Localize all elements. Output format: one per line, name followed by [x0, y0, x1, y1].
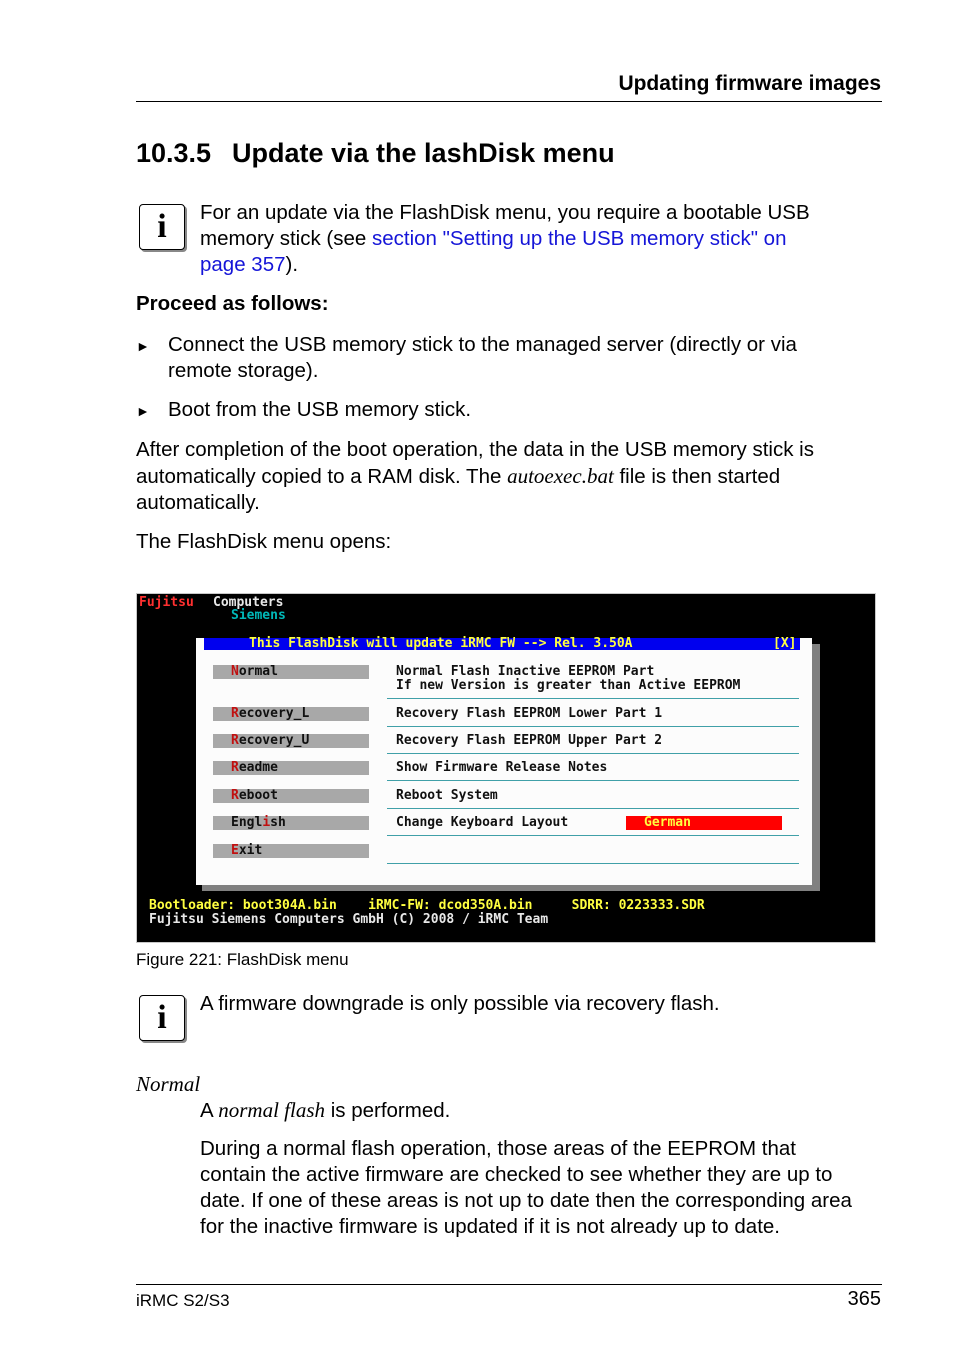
section-heading: Update via the lashDisk menu	[232, 138, 615, 168]
menu-label-readme: Readme	[231, 760, 278, 775]
figure-caption: Figure 221: FlashDisk menu	[136, 950, 349, 969]
info-note-line: page 357).	[200, 253, 299, 276]
filename: autoexec.bat	[507, 464, 614, 488]
menu-desc-recovery-u: Recovery Flash EEPROM Upper Part 2	[396, 733, 663, 748]
info-note-line: memory stick (see section "Setting up the USB memory stick" on	[200, 227, 787, 250]
info-note-2: A firmware downgrade is only possible via recovery flash.	[200, 992, 720, 1015]
keyboard-layout-value: German	[644, 815, 691, 830]
menu-label-english: English	[231, 815, 286, 830]
section-number: 10.3.5	[136, 138, 212, 168]
panel-title: This FlashDisk will update iRMC FW --> Rel. 3.50A	[249, 636, 633, 651]
menu-label-recovery-u: Recovery_U	[231, 733, 310, 748]
copyright-line: Fujitsu Siemens Computers GmbH (C) 2008 / iRMC Team	[149, 912, 549, 927]
footer-rule	[136, 1284, 882, 1285]
brand-siemens: Siemens	[231, 608, 286, 623]
menu-separator	[387, 753, 799, 754]
menu-separator	[387, 698, 799, 699]
step-2: Boot from the USB memory stick.	[168, 398, 472, 421]
definition-paragraph: During a normal flash operation, those areas of the EEPROM that contain the active firmware are checked to see whether they are up to date. If one of these areas is not up to date then the corresponding area for the inactive firmware is updated if it is not already up to date.	[200, 1137, 852, 1238]
proceed-heading: Proceed as follows:	[136, 292, 329, 315]
menu-separator	[387, 808, 799, 809]
brand-fujitsu: Fujitsu	[139, 595, 194, 610]
step-marker: ►	[136, 403, 150, 419]
flashdisk-screen	[137, 594, 875, 942]
header-rule	[136, 101, 882, 102]
info-icon: i	[139, 204, 185, 250]
menu-desc-english: Change Keyboard Layout	[396, 815, 569, 830]
close-icon[interactable]: [X]	[773, 636, 797, 651]
menu-label-recovery-l: Recovery_L	[231, 706, 310, 721]
menu-label-exit: Exit	[231, 843, 263, 858]
paragraph-menu-opens: The FlashDisk menu opens:	[136, 530, 392, 553]
paragraph-boot: After completion of the boot operation, the data in the USB memory stick is automatically copied to a RAM disk. The autoexec.bat file is then started automatically.	[136, 438, 814, 514]
info-note-1	[200, 200, 810, 278]
menu-label-reboot: Reboot	[231, 788, 278, 803]
info-note-line: For an update via the FlashDisk menu, you require a bootable USB	[200, 201, 810, 224]
menu-separator	[387, 726, 799, 727]
status-line: Bootloader: boot304A.bin iRMC-FW: dcod350A.bin SDRR: 0223333.SDR	[149, 898, 705, 913]
menu-separator	[387, 863, 799, 864]
page-number: 365	[847, 1288, 881, 1310]
cross-reference-link-page[interactable]: page 357	[200, 253, 286, 276]
footer-doc-name: iRMC S2/S3	[136, 1291, 230, 1310]
definition-line: A normal flash is performed.	[200, 1098, 451, 1122]
step-marker: ►	[136, 338, 150, 354]
step-1: Connect the USB memory stick to the managed server (directly or via remote storage).	[168, 333, 797, 382]
info-icon: i	[139, 995, 185, 1041]
definition-term: Normal	[136, 1072, 201, 1096]
running-header: Updating firmware images	[618, 72, 881, 95]
menu-desc-recovery-l: Recovery Flash EEPROM Lower Part 1	[396, 706, 663, 721]
menu-separator	[387, 835, 799, 836]
menu-desc-readme: Show Firmware Release Notes	[396, 760, 608, 775]
menu-separator	[387, 780, 799, 781]
menu-desc-normal: Normal Flash Inactive EEPROM Part	[396, 664, 655, 679]
brand-computers: Computers	[213, 595, 284, 610]
menu-label-normal: Normal	[231, 664, 278, 679]
menu-desc-normal-2: If new Version is greater than Active EEPROM	[396, 678, 741, 693]
section-title	[136, 138, 615, 169]
menu-desc-reboot: Reboot System	[396, 788, 498, 803]
cross-reference-link[interactable]: section "Setting up the USB memory stick" on	[372, 227, 787, 250]
